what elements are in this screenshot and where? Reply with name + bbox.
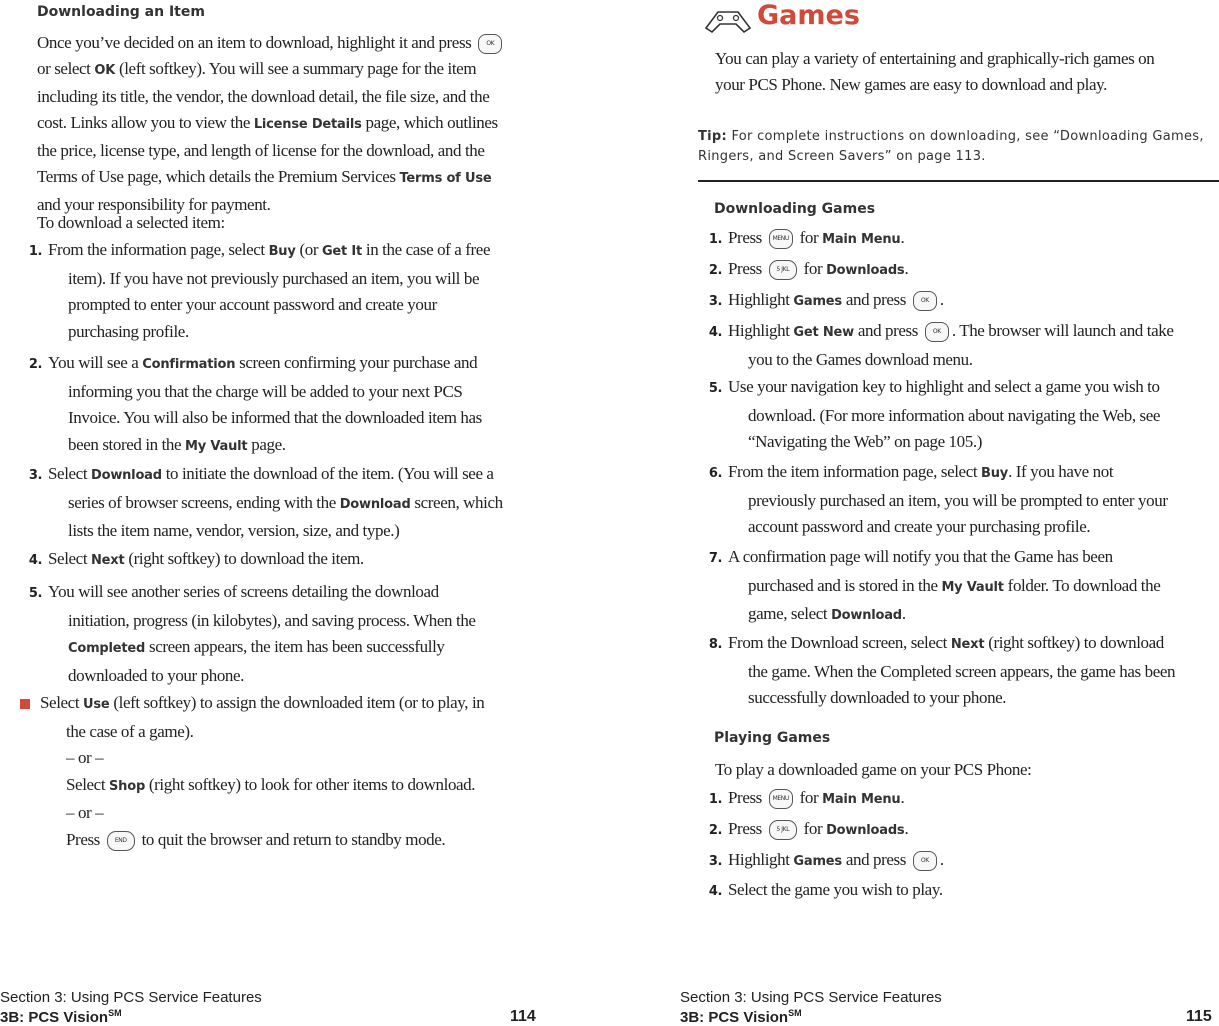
list-item: 1. Press MENU for Main Menu. xyxy=(700,785,1219,814)
lead-text: To download a selected item: xyxy=(37,213,225,232)
list-item: 3. Highlight Games and press OK . xyxy=(700,847,1219,876)
five-key-icon: 5 JKL xyxy=(769,260,797,280)
list-item: 6. From the item information page, select Buy. If you have not previously purchased an item, you will be prompted to enter your account password and create your purchasing profile. xyxy=(708,462,1168,536)
list-item: 8. From the Download screen, select Next (right softkey) to download the game. When the Completed screen appears, the game has been successfully downloaded to your phone. xyxy=(708,633,1176,707)
left-page xyxy=(0,0,560,1026)
intro-paragraph: Once you’ve decided on an item to download, highlight it and press OK or select OK (left softkey). You will see a summary page for the item including its title, the vendor, the download detail, the file size, and the cost. Links allow you to view the License Details page, which outlines the price, license type, and length of license for the download, and the Terms of Use page, which details the Premium Services Terms of Use and your responsibility for payment. xyxy=(37,30,557,218)
page-title: Games xyxy=(757,0,860,31)
footer-sub: 3B: PCS Vision℠ xyxy=(0,1008,122,1026)
bullet-item: Select Use (left softkey) to assign the downloaded item (or to play, in the case of a game). – or – Select Shop (right softkey) to look for other items to download. – or – Press END to quit the browser and return to standby mode. xyxy=(10,690,560,853)
list-item: 4. Select the game you wish to play. xyxy=(708,880,943,899)
list-item: 5. Use your navigation key to highlight and select a game you wish to download. (For more information about navigating the Web, see “Navigating the Web” on page 105.) xyxy=(708,377,1161,451)
footer-sub: 3B: PCS Vision℠ xyxy=(680,1008,802,1026)
bullet-square-icon xyxy=(20,699,30,709)
list-item: 7. A confirmation page will notify you that the Game has been purchased and is stored in the My Vault folder. To download the game, select Download. xyxy=(708,547,1161,623)
five-key-icon: 5 JKL xyxy=(769,820,797,840)
ok-key-icon: OK xyxy=(925,322,949,342)
page-number: 114 xyxy=(510,1008,536,1025)
game-controller-icon xyxy=(700,4,756,36)
divider xyxy=(698,180,1219,182)
ok-key-icon: OK xyxy=(478,34,502,54)
play-lead: To play a downloaded game on your PCS Phone: xyxy=(715,760,1032,779)
list-item: 2. Press 5 JKL for Downloads. xyxy=(700,256,1219,285)
list-item: 2. Press 5 JKL for Downloads. xyxy=(700,816,1219,845)
ok-key-icon: OK xyxy=(913,291,937,311)
list-item: 4. Select Next (right softkey) to download the item. xyxy=(28,549,364,568)
list-item: 5. You will see another series of screens detailing the download initiation, progress (in kilobytes), and saving process. When the Completed screen appears, the item has been successfully downloaded to your phone. xyxy=(28,582,476,685)
list-item: 3. Highlight Games and press OK . xyxy=(700,287,1219,316)
section-heading: Downloading an Item xyxy=(37,4,205,20)
playing-games-heading: Playing Games xyxy=(714,730,831,746)
menu-key-icon: MENU xyxy=(769,229,793,249)
tip-box: Tip: For complete instructions on downloading, see “Downloading Games, Ringers, and Screen Savers” on page 113. xyxy=(698,129,1204,164)
downloading-games-heading: Downloading Games xyxy=(714,201,876,217)
intro-paragraph: You can play a variety of entertaining and graphically-rich games on your PCS Phone. New games are easy to download and play. xyxy=(715,49,1155,94)
list-item: 2. You will see a Confirmation screen confirming your purchase and informing you that the charge will be added to your next PCS Invoice. You will also be informed that the downloaded item has been stored in the My Vault page. xyxy=(28,353,482,454)
ok-key-icon: OK xyxy=(913,851,937,871)
end-key-icon: END xyxy=(107,831,135,851)
list-item: 1. Press MENU for Main Menu. xyxy=(700,225,1219,254)
footer-section: Section 3: Using PCS Service Features xyxy=(680,989,942,1006)
footer-section: Section 3: Using PCS Service Features xyxy=(0,989,262,1006)
list-item: 3. Select Download to initiate the download of the item. (You will see a series of browser screens, ending with the Download screen, which lists the item name, vendor, version, size, and type.) xyxy=(28,464,503,540)
menu-key-icon: MENU xyxy=(769,789,793,809)
list-item: 4. Highlight Get New and press OK . The browser will launch and take you to the Games download menu. xyxy=(708,321,1174,369)
right-page xyxy=(680,0,1219,1026)
page-number: 115 xyxy=(1186,1008,1212,1025)
list-item: 1. From the information page, select Buy (or Get It in the case of a free item). If you have not previously purchased an item, you will be prompted to enter your account password and create your purchasing profile. xyxy=(28,240,491,341)
